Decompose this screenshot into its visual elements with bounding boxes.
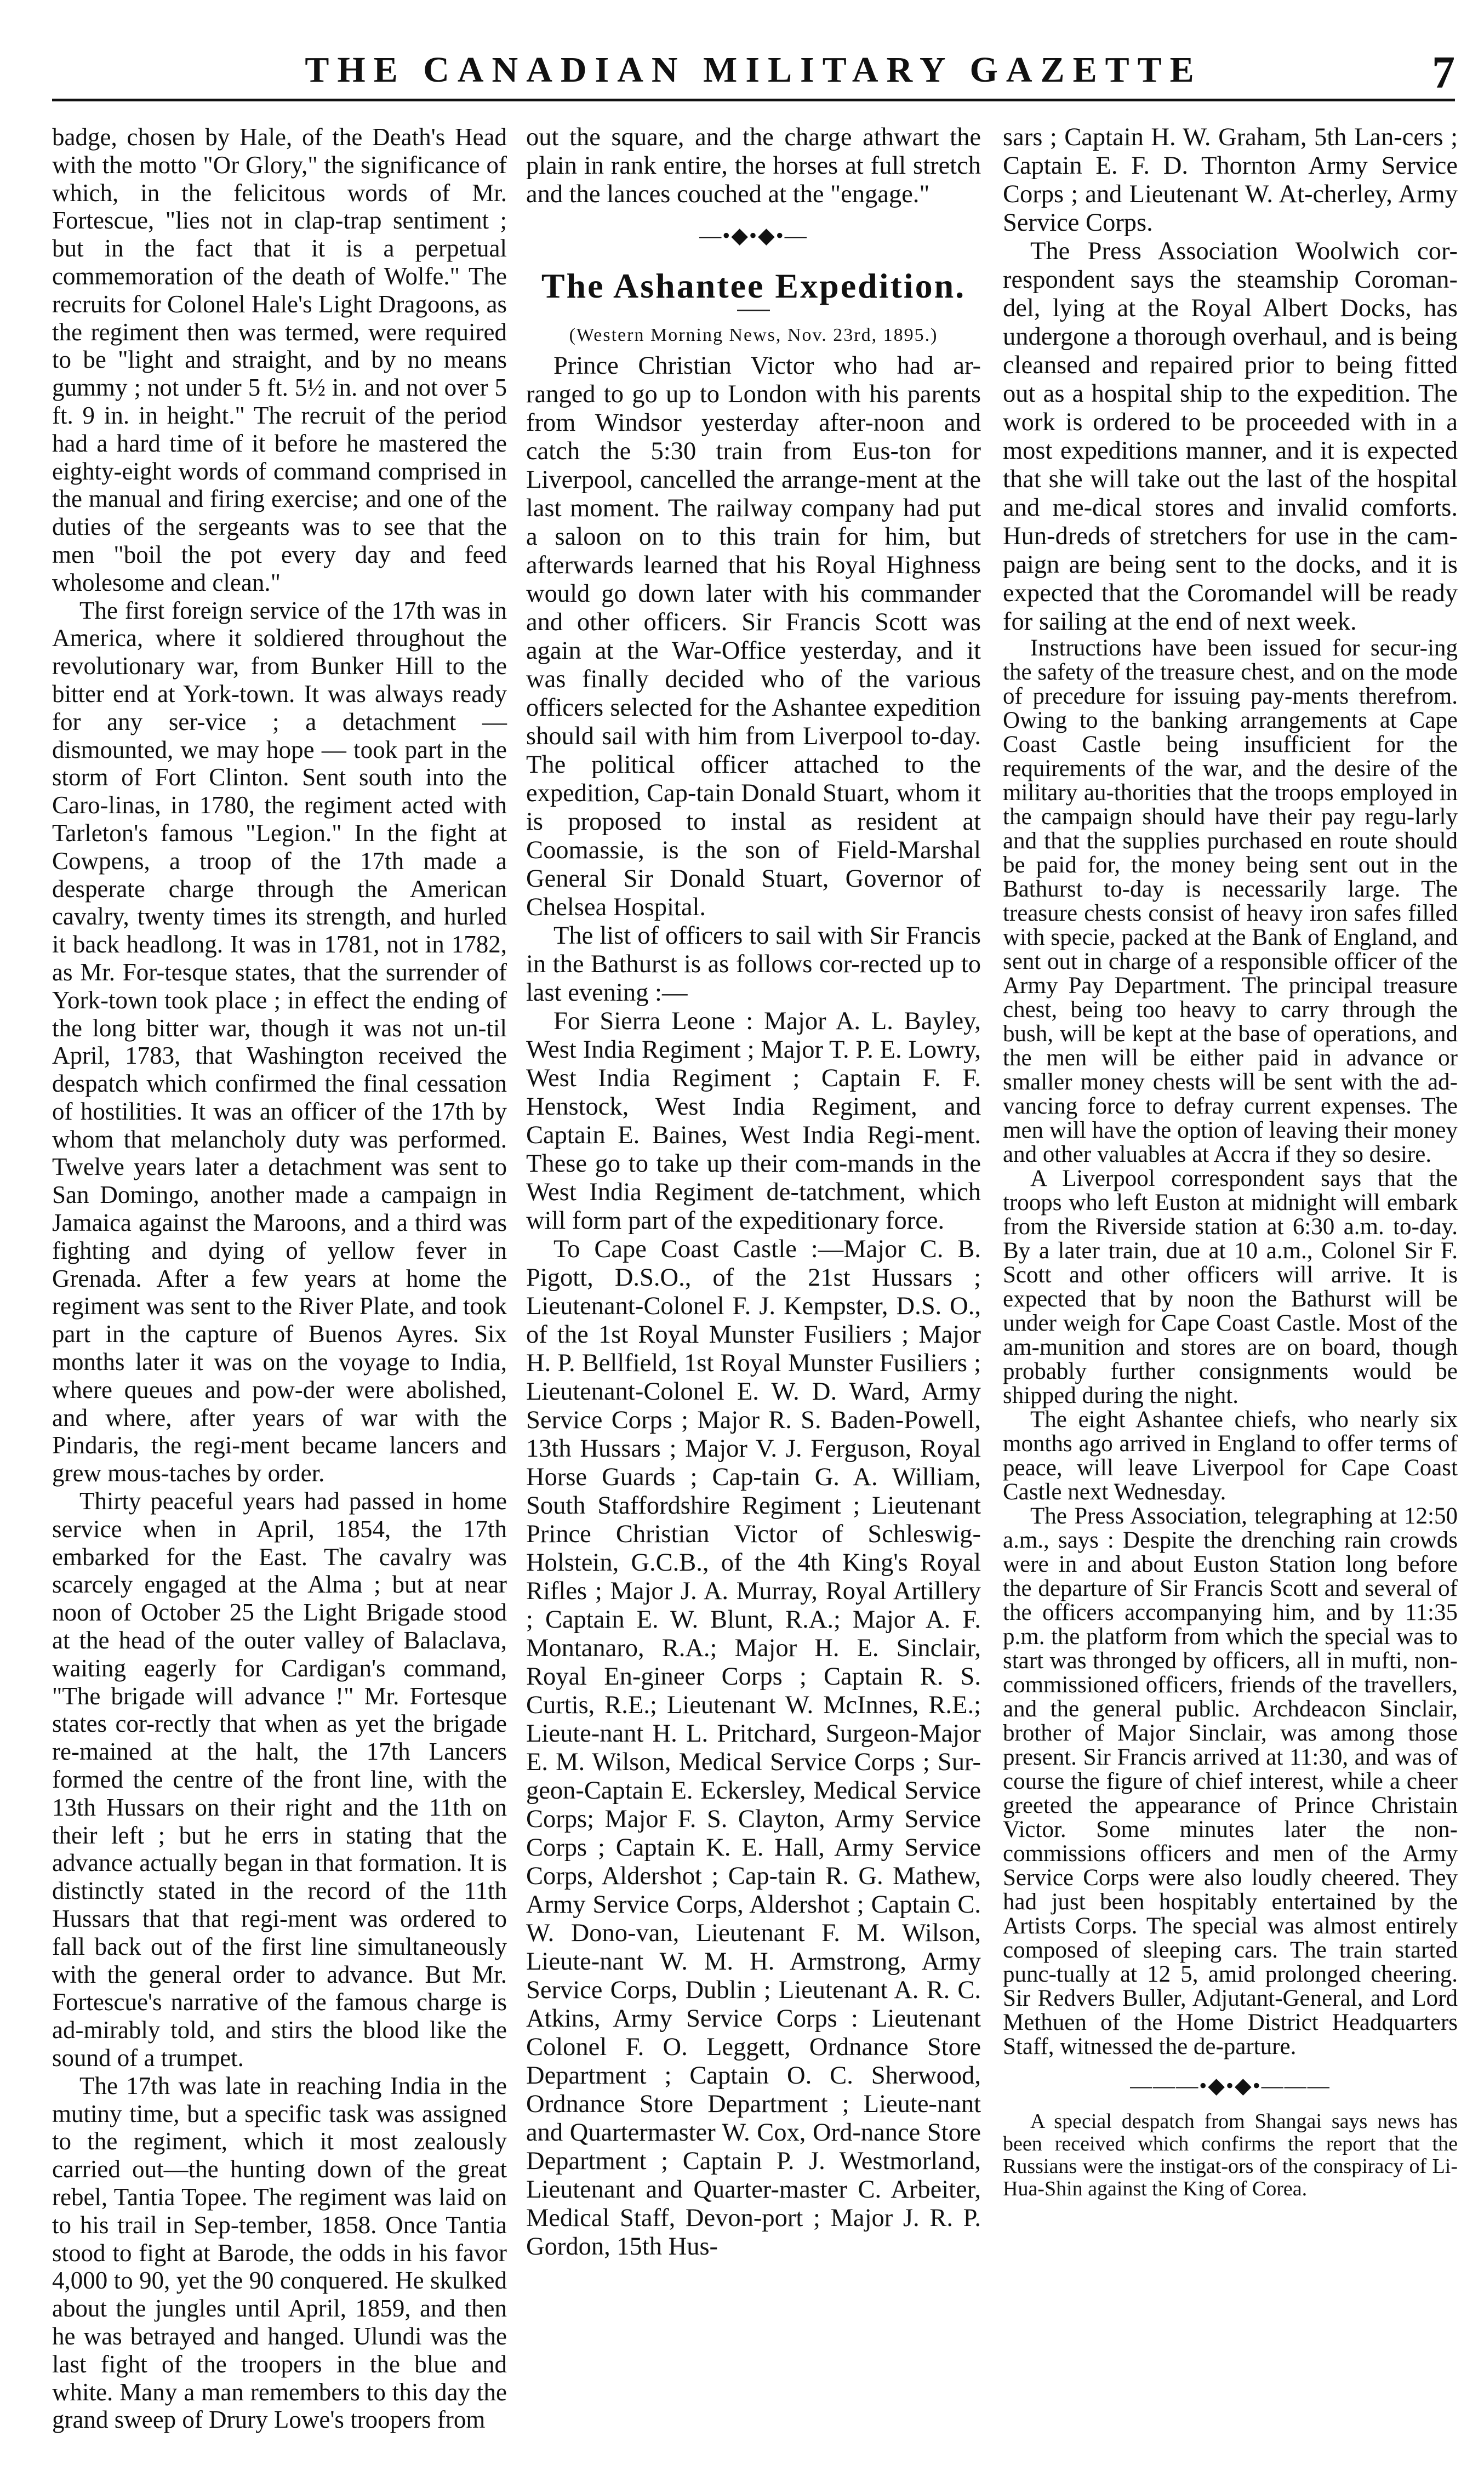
- page-number: 7: [1432, 47, 1455, 98]
- article-paragraph: badge, chosen by Hale, of the Death's Head with the motto "Or Glory," the significance of which, in the felicitous words of Mr. Fortescue, "lies not in clap-trap sentiment ; but in the fact that it is a perpetual commemoration of the death of Wolfe." The recruits for Colonel Hale's Light Dragoons, as the regiment then was termed, were required to be "light and straight, and by no means gummy ; not under 5 ft. 5½ in. and not over 5 ft. 9 in. in height." The recruit of the period had a hard time of it before he mastered the eighty-eight words of command comprised in the manual and firing exercise; and one of the duties of the sergeants was to see that the men "boil the pot every day and feed wholesome and clean.": [52, 123, 507, 596]
- masthead: [52, 49, 1455, 101]
- article-paragraph: For Sierra Leone : Major A. L. Bayley, West India Regiment ; Major T. P. E. Lowry, West India Regiment ; Captain F. F. Henstock, West India Regiment, and Captain E. Baines, West India Regi-ment. These go to take up their com-mands in the West India Regiment de-tatchment, which will form part of the expeditionary force.: [526, 1007, 981, 1235]
- article-headline: The Ashantee Expedition.: [541, 266, 966, 305]
- column-2: [526, 123, 981, 2261]
- article-paragraph: The Press Association Woolwich cor-respondent says the steamship Coroman-del, lying at the Royal Albert Docks, has undergone a thorough overhaul, and is being cleansed and repaired prior to being fitted out as a hospital ship to the expedition. The work is ordered to be proceeded with in a most expeditions manner, and it is expected that she will take out the last of the hospital and me-dical stores and invalid comforts. Hun-dreds of stretchers for use in the cam-paign are being sent to the docks, and it is expected that the Coromandel will be ready for sailing at the end of next week.: [1003, 237, 1458, 636]
- section-divider-ornament: —•◆•◆•—: [699, 223, 808, 248]
- article-paragraph: sars ; Captain H. W. Graham, 5th Lan-cers ; Captain E. F. D. Thornton Army Service Corps ; and Lieutenant W. At-cherley, Army Service Corps.: [1003, 123, 1458, 237]
- column-1: [52, 123, 507, 2434]
- article-paragraph: Thirty peaceful years had passed in home service when in April, 1854, the 17th embarked for the East. The cavalry was scarcely engaged at the Alma ; but at near noon of October 25 the Light Brigade stood at the head of the outer valley of Balaclava, waiting eagerly for Cardigan's command, "The brigade will advance !" Mr. Fortesque states cor-rectly that when as yet the brigade re-mained at the halt, the 17th Lancers formed the centre of the front line, with the 13th Hussars on their right and the 11th on their left ; but he errs in stating that the advance actually began in that formation. It is distinctly stated in the record of the 11th Hussars that that regi-ment was ordered to fall back out of the first line simultaneously with the general order to advance. But Mr. Fortescue's narrative of the famous charge is ad-mirably told, and stirs the blood like the sound of a trumpet.: [52, 1487, 507, 2072]
- article-paragraph: The 17th was late in reaching India in the mutiny time, but a specific task was assigned to the regiment, which it most zealously carried out—the hunting down of the great rebel, Tantia Topee. The regiment was laid on to his trail in Sep-tember, 1858. Once Tantia stood to fight at Barode, the odds in his favor 4,000 to 90, yet the 90 conquered. He skulked about the jungles until April, 1859, and then he was betrayed and hanged. Ulundi was the last fight of the troopers in the blue and white. Many a man remembers to this day the grand sweep of Drury Lowe's troopers from: [52, 2072, 507, 2434]
- article-paragraph: A Liverpool correspondent says that the troops who left Euston at midnight will embark from the Riverside station at 6:30 a.m. to-day. By a later train, due at 10 a.m., Colonel Sir F. Scott and other officers will arrive. It is expected that by noon the Bathurst will be under weigh for Cape Coast Castle. Most of the am-munition and stores are on board, though probably further consignments would be shipped during the night.: [1003, 1166, 1458, 1408]
- news-note: A special despatch from Shangai says news has been received which confirms the report that the Russians were the instigat-ors of the conspiracy of Li-Hua-Shin against the King of Corea.: [1003, 2110, 1458, 2200]
- article-paragraph: The eight Ashantee chiefs, who nearly six months ago arrived in England to offer terms of peace, will leave Liverpool for Cape Coast Castle next Wednesday.: [1003, 1407, 1458, 1505]
- article-paragraph: The list of officers to sail with Sir Francis in the Bathurst is as follows cor-rected up to last evening :—: [526, 922, 981, 1007]
- article-paragraph: The first foreign service of the 17th was in America, where it soldiered throughout the revolutionary war, from Bunker Hill to the bitter end at York-town. It was always ready for any ser-vice ; a detachment — dismounted, we may hope — took part in the storm of Fort Clinton. Sent south into the Caro-linas, in 1780, the regiment acted with Tarleton's famous "Legion." In the fight at Cowpens, a troop of the 17th made a desperate charge through the American cavalry, twenty times its strength, and hurled it back headlong. It was in 1781, not in 1782, as Mr. For-tesque states, that the surrender of York-town took place ; in effect the ending of the long bitter war, though it was not un-til April, 1783, that Washington received the despatch which confirmed the final cessation of hostilities. It was an officer of the 17th by whom that melancholy duty was performed. Twelve years later a detachment was sent to San Domingo, another made a campaign in Jamaica against the Maroons, and a third was fighting and dying of yellow fever in Grenada. After a few years at home the regiment was sent to the River Plate, and took part in the capture of Buenos Ayres. Six months later it was on the voyage to India, where queues and pow-der were abolished, and where, after years of war with the Pindaris, the regi-ment became lancers and grew mous-taches by order.: [52, 596, 507, 1487]
- article-paragraph: out the square, and the charge athwart the plain in rank entire, the horses at full stretch and the lances couched at the "engage.": [526, 123, 981, 208]
- article-source: (Western Morning News, Nov. 23rd, 1895.): [569, 325, 938, 345]
- article-paragraph: To Cape Coast Castle :—Major C. B. Pigott, D.S.O., of the 21st Hussars ; Lieutenant-Colonel F. J. Kempster, D.S. O., of the 1st Royal Munster Fusiliers ; Major H. P. Bellfield, 1st Royal Munster Fusiliers ; Lieutenant-Colonel E. W. D. Ward, Army Service Corps ; Major R. S. Baden-Powell, 13th Hussars ; Major V. J. Ferguson, Royal Horse Guards ; Cap-tain G. A. William, South Staffordshire Regiment ; Lieutenant Prince Christian Victor of Schleswig-Holstein, G.C.B., of the 4th King's Royal Rifles ; Major J. A. Murray, Royal Artillery ; Captain E. W. Blunt, R.A.; Major A. F. Montanaro, R.A.; Major H. E. Sinclair, Royal En-gineer Corps ; Captain R. S. Curtis, R.E.; Lieutenant W. McInnes, R.E.; Lieute-nant H. L. Pritchard, Surgeon-Major E. M. Wilson, Medical Service Corps ; Sur-geon-Captain E. Eckersley, Medical Service Corps; Major F. S. Clayton, Army Service Corps ; Captain K. E. Hall, Army Service Corps, Aldershot ; Cap-tain R. G. Mathew, Army Service Corps, Aldershot ; Captain C. W. Dono-van, Lieutenant F. M. Wilson, Lieute-nant W. M. H. Armstrong, Army Service Corps, Dublin ; Lieutenant A. R. C. Atkins, Army Service Corps : Lieutenant Colonel F. O. Leggett, Ordnance Store Department ; Captain O. C. Sherwood, Ordnance Store Department ; Lieute-nant and Quartermaster W. Cox, Ord-nance Store Department ; Captain P. J. Westmorland, Lieutenant and Quarter-master C. Arbeiter, Medical Staff, Devon-port ; Major J. R. P. Gordon, 15th Hus-: [526, 1235, 981, 2261]
- article-paragraph: Prince Christian Victor who had ar-ranged to go up to London with his parents from Windsor yesterday after-noon and catch the 5:30 train from Eus-ton for Liverpool, cancelled the arrange-ment at the last moment. The railway company had put a saloon on to this train for him, but afterwards learned that his Royal Highness would go down later with his commander and other officers. Sir Francis Scott was again at the War-Office yesterday, and it was finally decided who of the various officers selected for the Ashantee expedition should sail with him from Liverpool to-day. The political officer attached to the expedition, Cap-tain Donald Stuart, whom it is proposed to instal as resident at Coomassie, is the son of Field-Marshal General Sir Donald Stuart, Governor of Chelsea Hospital.: [526, 352, 981, 921]
- newspaper-title: THE CANADIAN MILITARY GAZETTE: [305, 50, 1202, 90]
- article-paragraph: The Press Association, telegraphing at 12:50 a.m., says : Despite the drenching rain crowds were in and about Euston Station long before the departure of Sir Francis Scott and several of the officers accompanying him, and by 11:35 p.m. the platform from which the special was to start was thronged by officers, all in mufti, non-commissioned officers, friends of the travellers, and the general public. Archdeacon Sinclair, brother of Major Sinclair, was among those present. Sir Francis arrived at 11:30, and was of course the figure of chief interest, while a cheer greeted the appearance of Prince Christain Victor. Some minutes later the non-commissions officers and men of the Army Service Corps were also loudly cheered. They had just been hospitably entertained by the Artists Corps. The special was almost entirely composed of sleeping cars. The train started punc-tually at 12 5, amid prolonged cheering. Sir Redvers Buller, Adjutant-General, and Lord Methuen of the Home District Headquarters Staff, witnessed the de-parture.: [1003, 1503, 1458, 2059]
- section-divider-ornament: ———•◆•◆•———: [1130, 2073, 1331, 2098]
- article-paragraph: Instructions have been issued for secur-ing the safety of the treasure chest, and on the mode of precedure for issuing pay-ments therefrom. Owing to the banking arrangements at Cape Coast Castle being insufficient for the requirements of the war, and the desire of the military au-thorities that the troops employed in the campaign should have their pay regu-larly and that the supplies purchased en route should be paid for, the money being sent out in the Bathurst to-day is necessarily large. The treasure chests consist of heavy iron safes filled with specie, packed at the Bank of England, and sent out in charge of a responsible officer of the Army Pay Department. The principal treasure chest, being too heavy to carry through the bush, will be kept at the base of operations, and the men will be either paid in advance or smaller money chests will be sent with the ad-vancing force to defray current expenses. The men will have the option of leaving their money and other valuables at Accra if they so desire.: [1003, 635, 1458, 1167]
- column-3: [1003, 123, 1458, 2200]
- headline-rule: [737, 310, 770, 311]
